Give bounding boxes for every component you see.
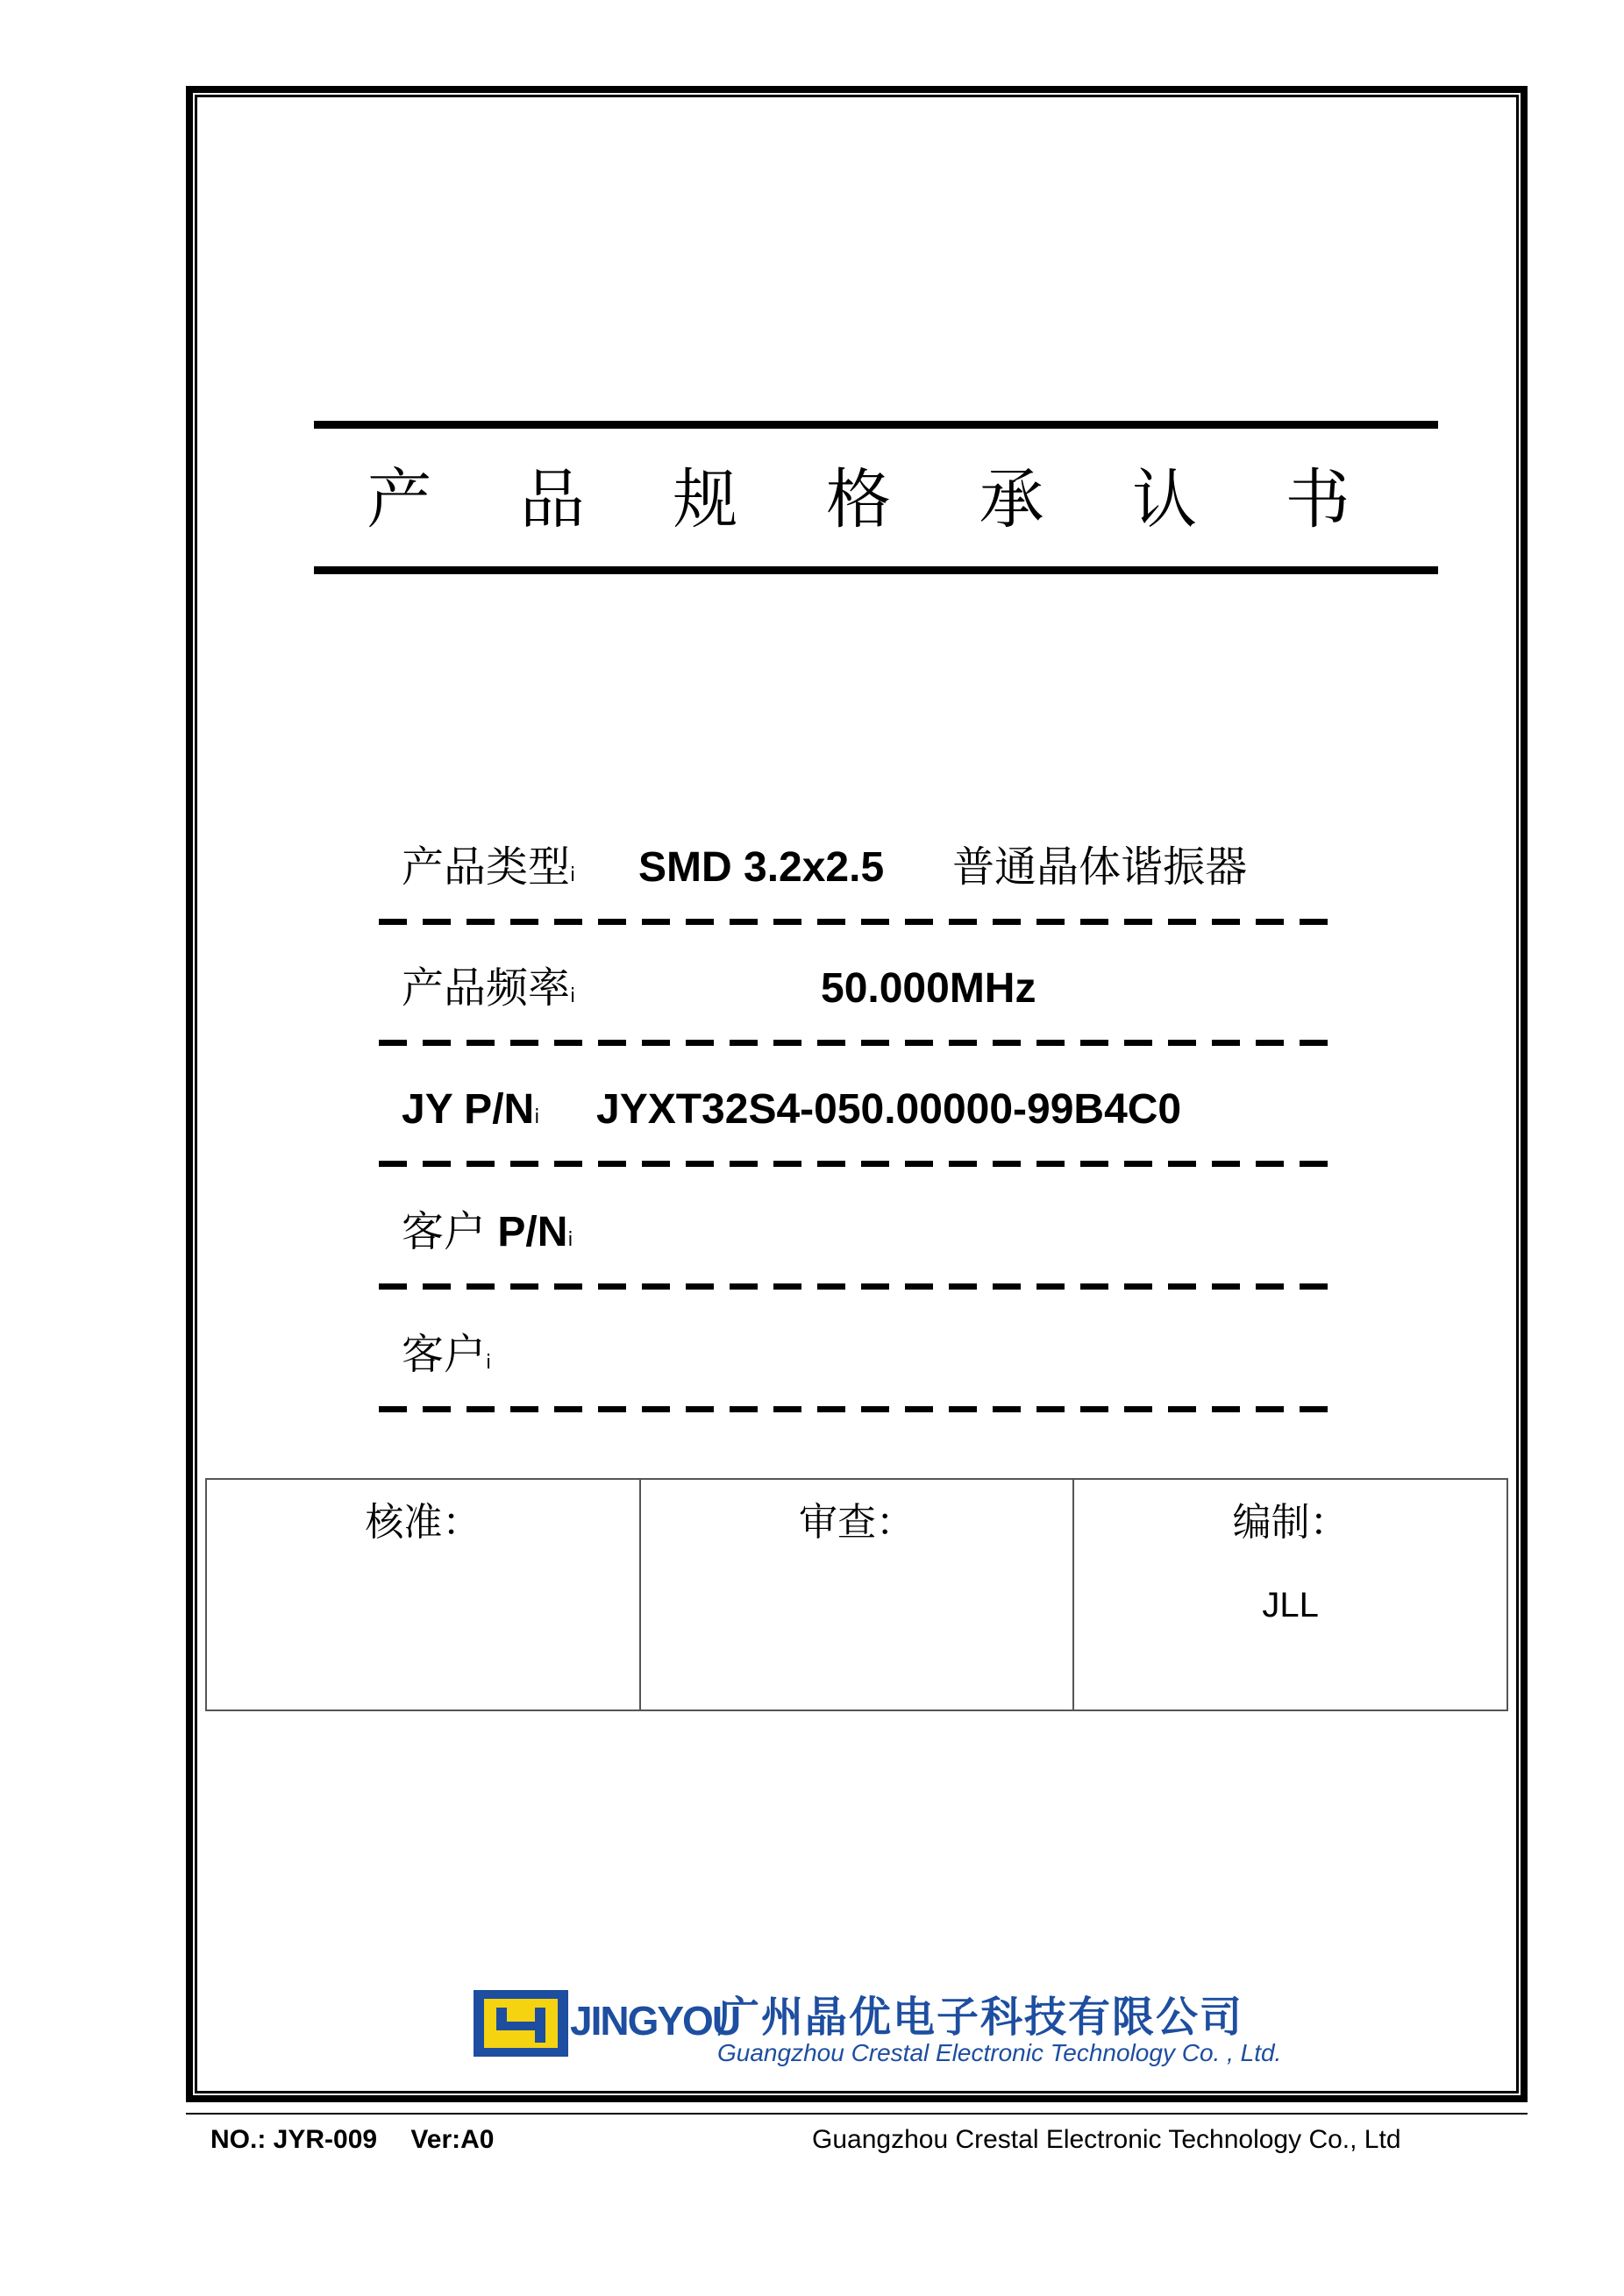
dashed-underline: [379, 1283, 1340, 1290]
logo-brand-text: JINGYOU: [570, 1998, 740, 2044]
field-value: 50.000MHz: [821, 965, 1036, 1012]
field-label: 产品类型ⅰ: [402, 844, 576, 891]
logo-company-en: Guangzhou Crestal Electronic Technology Co. , Ltd.: [717, 2039, 1282, 2066]
field-label: JY P/Nⅰ: [402, 1086, 540, 1133]
signature-cell-approve: [206, 1479, 640, 1710]
field-product-frequency: [379, 954, 1340, 1059]
field-label: 产品频率ⅰ: [402, 965, 576, 1012]
signature-cell-prepare: [1073, 1479, 1507, 1710]
dashed-underline: [379, 1040, 1340, 1046]
title-top-rule: [314, 421, 1438, 429]
signature-value: JLL: [1262, 1586, 1319, 1624]
dashed-underline: [379, 1161, 1340, 1167]
field-jy-part-number: [379, 1075, 1340, 1180]
field-label: 客户 P/Nⅰ: [402, 1209, 573, 1255]
dashed-underline: [379, 919, 1340, 925]
footer-doc-number: NO.: JYR-009: [210, 2125, 378, 2154]
footer-version: Ver:A0: [410, 2125, 495, 2154]
signature-label: 审查：: [798, 1501, 915, 1544]
signature-table: [205, 1478, 1508, 1711]
field-value: JYXT32S4-050.00000-99B4C0: [596, 1086, 1182, 1133]
field-customer: [379, 1320, 1340, 1425]
signature-label: 编制：: [1232, 1501, 1349, 1544]
field-customer-part-number: [379, 1198, 1340, 1303]
document-title: 产 品 规 格 承 认 书: [367, 463, 1385, 536]
field-value: SMD 3.2x2.5 普通晶体谐振器: [638, 844, 1248, 891]
footer-company: Guangzhou Crestal Electronic Technology Co., Ltd: [812, 2125, 1401, 2154]
field-product-type: [379, 833, 1340, 938]
footer-doc-info: [210, 2125, 494, 2155]
dashed-underline: [379, 1406, 1340, 1412]
field-label: 客户ⅰ: [402, 1332, 492, 1378]
signature-cell-review: [640, 1479, 1074, 1710]
company-logo-icon: [474, 1990, 568, 2057]
logo-company-cn: 广州晶优电子科技有限公司: [717, 1994, 1244, 2041]
title-bottom-rule: [314, 566, 1438, 574]
signature-label: 核准：: [365, 1501, 481, 1544]
footer-rule: [186, 2113, 1528, 2115]
